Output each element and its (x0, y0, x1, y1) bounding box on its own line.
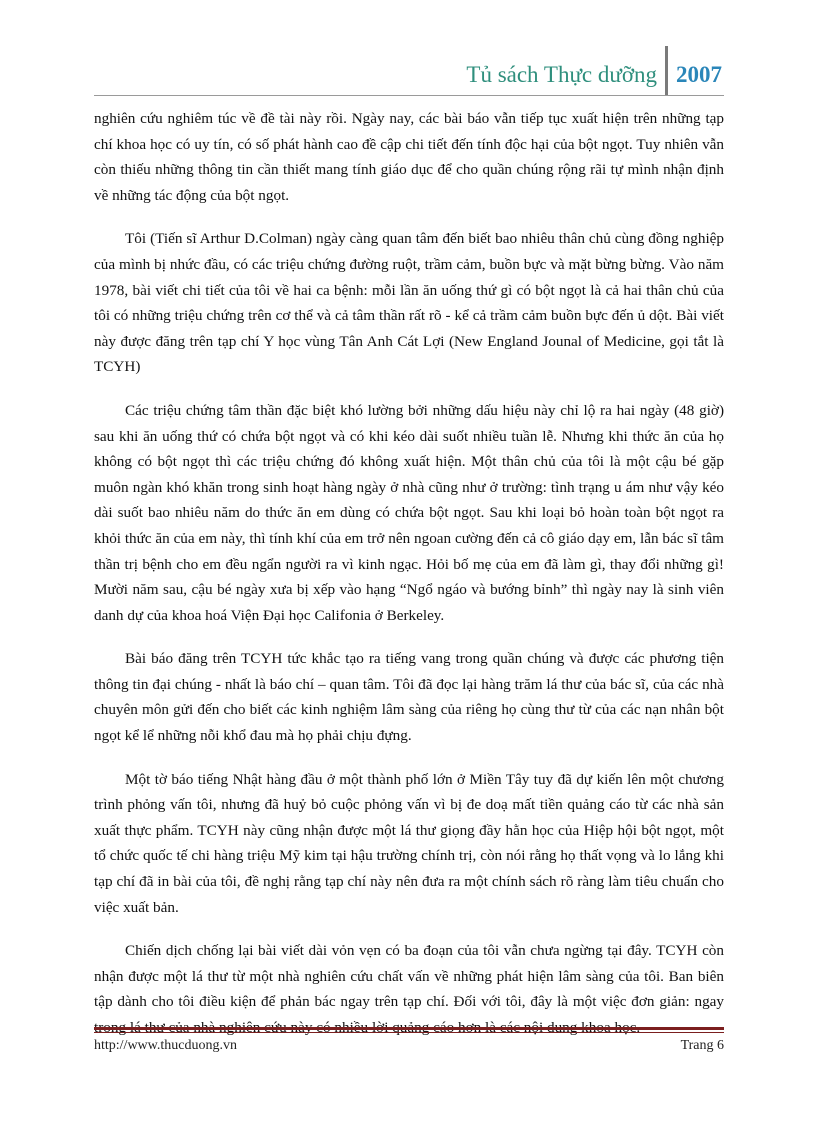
header-rule (94, 95, 724, 96)
footer-rule-thin (94, 1032, 724, 1033)
page-footer (94, 1038, 724, 1054)
page-header (466, 46, 722, 96)
header-title: Tủ sách Thực dưỡng (466, 62, 657, 87)
footer-rule-thick (94, 1027, 724, 1030)
footer-url: http://www.thucduong.vn (94, 1038, 237, 1053)
header-year: 2007 (676, 62, 722, 87)
paragraph: Một tờ báo tiếng Nhật hàng đầu ở một thành phố lớn ở Miền Tây tuy đã dự kiến lên một chương trình phỏng vấn tôi, nhưng đã huỷ bỏ cuộc phỏng vấn vì bị đe doạ mất tiền quảng cáo từ các nhà sản xuất thực phẩm. TCYH này cũng nhận được một lá thư giọng đầy hằn học của Hiệp hội bột ngọt, một tổ chức quốc tế chi hàng triệu Mỹ kim tại hậu trường chính trị, còn nói rằng họ thất vọng và lo lắng khi tạp chí đã in bài của tôi, đề nghị rằng tạp chí này nên đưa ra một chính sách rõ ràng làm tiêu chuẩn cho việc xuất bản. (94, 770, 724, 916)
paragraph: Tôi (Tiến sĩ Arthur D.Colman) ngày càng quan tâm đến biết bao nhiêu thân chủ cùng đồng nghiệp của mình bị nhức đầu, có các triệu chứng đường ruột, trầm cảm, buồn bực và mặt bừng bừng. Vào năm 1978, bài viết chi tiết của tôi về hai ca bệnh: mỗi lần ăn uống thứ gì có bột ngọt là cả hai thân chủ của tôi có những triệu chứng trên cơ thể và cả tâm thần rất rõ - kể cả trầm cảm buồn bực đến ủ dột. Bài viết này được đăng trên tạp chí Y học vùng Tân Anh Cát Lợi (New England Jounal of Medicine, gọi tắt là TCYH) (94, 230, 724, 376)
paragraph: Các triệu chứng tâm thần đặc biệt khó lường bởi những dấu hiệu này chỉ lộ ra hai ngày (48 giờ) sau khi ăn uống thứ có chứa bột ngọt và có khi kéo dài suốt nhiều tuần lễ. Nhưng khi thức ăn của họ không có bột ngọt thì các triệu chứng đó không xuất hiện. Một thân chủ của tôi là một cậu bé gặp muôn ngàn khó khăn trong sinh hoạt hàng ngày ở nhà cũng như ở trường: tình trạng u ám như vậy kéo dài suốt bao nhiêu năm do thức ăn em dùng có chứa bột ngọt. Sau khi loại bỏ hoàn toàn bột ngọt ra khỏi thức ăn của em này, thì tính khí của em trở nên ngoan cường đến cả cô giáo dạy em, lẫn bác sĩ tâm thần trị bệnh cho em đều ngẩn người ra vì kinh ngạc. Hỏi bố mẹ của em đã làm gì, thay đổi những gì! Mười năm sau, cậu bé ngày xưa bị xếp vào hạng “Ngổ ngáo và bướng bỉnh” thì ngày nay là sinh viên danh dự của khoa hoá Viện Đại học Califonia ở Berkeley. (94, 401, 724, 624)
footer-rule (94, 1027, 724, 1033)
paragraph: Chiến dịch chống lại bài viết dài vỏn vẹn có ba đoạn của tôi vẫn chưa ngừng tại đây. TCYH còn nhận được một lá thư từ một nhà nghiên cứu chất vấn về những phát hiện lâm sàng của tôi. Ban biên tập dành cho tôi điều kiện để phản bác ngay trên tạp chí. Đối với tôi, đây là một việc đơn giản: ngay (94, 942, 724, 1011)
paragraph: Bài báo đăng trên TCYH tức khắc tạo ra tiếng vang trong quần chúng và được các phương tiện thông tin đại chúng - nhất là báo chí – quan tâm. Tôi đã đọc lại hàng trăm lá thư của bác sĩ, của các nhà chuyên môn gửi đến cho biết các kinh nghiệm lâm sàng của riêng họ cùng thư từ của các nạn nhân bột ngọt kể lể những nỗi khổ đau mà họ phải chịu đựng. (94, 650, 724, 745)
body-text (94, 106, 724, 1059)
paragraph: nghiên cứu nghiêm túc về đề tài này rồi. Ngày nay, các bài báo vẫn tiếp tục xuất hiện trên những tạp chí khoa học có uy tín, có số phát hành cao đề cập chi tiết đến tính độc hại của bột ngọt. Tuy nhiên vẫn còn thiếu những thông tin cần thiết mang tính giáo dục để cho quần chúng rộng rãi tự mình nhận định về những tác động của bột ngọt. (94, 110, 724, 204)
page-number: Trang 6 (680, 1038, 724, 1053)
